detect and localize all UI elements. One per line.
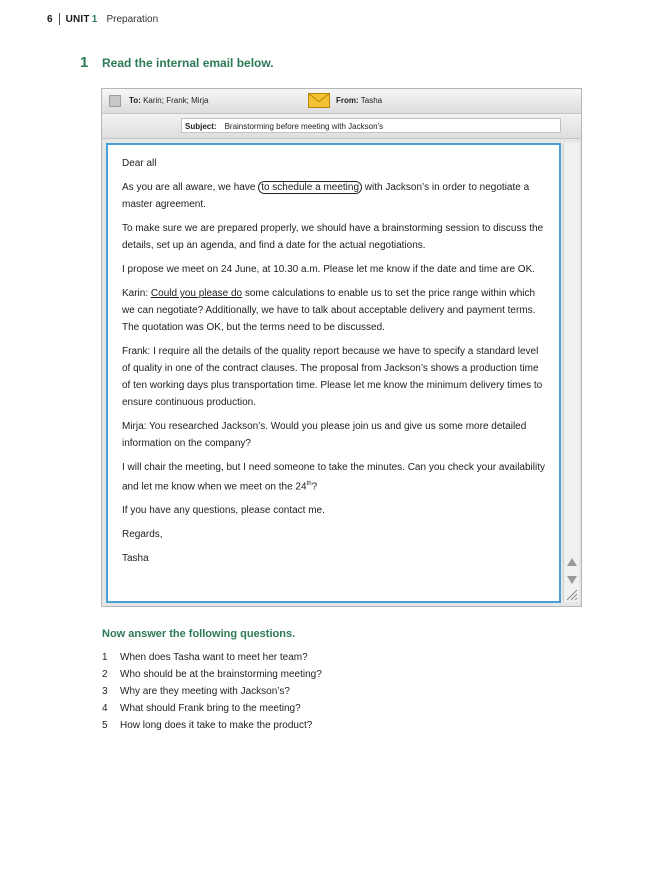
section-heading: Read the internal email below. bbox=[102, 56, 274, 70]
envelope-icon bbox=[308, 93, 330, 108]
email-paragraph bbox=[122, 459, 548, 495]
unit-title: Preparation bbox=[106, 13, 159, 25]
resize-grip-icon[interactable] bbox=[565, 588, 578, 601]
email-paragraph: Frank: I require all the details of the quality report because we have to specify a standard level of quality in one of the contract clauses. The proposal from Jackson’s shows a production time of ten working days plus transportation time. Please let me know the minimum delivery times to ensure continuous production. bbox=[122, 346, 543, 408]
checkbox-icon[interactable] bbox=[109, 95, 121, 107]
question-number: 5 bbox=[102, 720, 108, 731]
email-paragraph: To make sure we are prepared properly, we should have a brainstorming session to discuss the details, set up an agenda, and find a date for the actual negotiations. bbox=[122, 223, 544, 251]
scroll-up-icon[interactable] bbox=[566, 556, 577, 567]
question-item bbox=[102, 669, 322, 686]
email-subject-row bbox=[102, 114, 581, 139]
unit-number: 1 bbox=[91, 13, 98, 25]
to-field[interactable] bbox=[129, 96, 208, 105]
underlined-phrase: Could you please do bbox=[150, 288, 243, 299]
from-label: From: bbox=[336, 96, 359, 105]
email-paragraph: I propose we meet on 24 June, at 10.30 a.m. Please let me know if the date and time are OK. bbox=[122, 264, 536, 275]
email-body[interactable] bbox=[106, 143, 561, 603]
question-item bbox=[102, 703, 322, 720]
questions-heading: Now answer the following questions. bbox=[102, 628, 296, 640]
email-window bbox=[101, 88, 582, 607]
subject-label: Subject: bbox=[185, 122, 217, 131]
email-text bbox=[122, 155, 548, 574]
question-text: When does Tasha want to meet her team? bbox=[120, 652, 308, 663]
question-item bbox=[102, 652, 322, 669]
email-paragraph bbox=[122, 179, 548, 213]
email-text-run: with Jackson’s in order to negotiate a master agreement. bbox=[122, 182, 530, 210]
question-item bbox=[102, 686, 322, 703]
email-paragraph: Mirja: You researched Jackson’s. Would you please join us and give us some more detailed information on the company? bbox=[122, 421, 527, 449]
from-field bbox=[336, 96, 382, 105]
superscript: th bbox=[306, 481, 312, 487]
question-text: What should Frank bring to the meeting? bbox=[120, 703, 301, 714]
email-header-row bbox=[102, 89, 581, 114]
to-label: To: bbox=[129, 96, 141, 105]
question-text: How long does it take to make the product? bbox=[120, 720, 313, 731]
circled-phrase: to schedule a meeting bbox=[258, 181, 362, 194]
scroll-down-icon[interactable] bbox=[566, 574, 577, 585]
from-value: Tasha bbox=[360, 96, 383, 105]
question-text: Who should be at the brainstorming meeting? bbox=[120, 669, 322, 680]
to-value: Karin; Frank; Mirja bbox=[143, 96, 209, 105]
unit-label bbox=[66, 14, 98, 25]
question-number: 1 bbox=[102, 652, 108, 663]
email-paragraph: If you have any questions, please contact me. bbox=[122, 505, 325, 517]
email-text-run: As you are all aware, we have bbox=[122, 182, 259, 193]
running-head bbox=[47, 13, 158, 25]
question-number: 4 bbox=[102, 703, 108, 714]
email-greeting: Dear all bbox=[122, 158, 157, 169]
question-number: 3 bbox=[102, 686, 108, 697]
running-head-divider bbox=[59, 13, 60, 25]
email-paragraph bbox=[122, 285, 548, 336]
subject-field[interactable] bbox=[181, 118, 561, 133]
email-text-run: Karin: bbox=[122, 288, 151, 299]
email-signature: Tasha bbox=[122, 553, 149, 565]
page-number: 6 bbox=[47, 13, 53, 25]
unit-label-text: UNIT bbox=[65, 13, 90, 25]
subject-value: Brainstorming before meeting with Jackson’s bbox=[224, 122, 384, 131]
email-closing: Regards, bbox=[122, 529, 163, 541]
questions-list bbox=[102, 652, 322, 737]
question-number: 2 bbox=[102, 669, 108, 680]
question-item bbox=[102, 720, 322, 737]
email-text-run: I will chair the meeting, but I need someone to take the minutes. Can you check your availability and let me know when we meet on the 24 bbox=[122, 462, 546, 493]
question-text: Why are they meeting with Jackson’s? bbox=[120, 686, 290, 697]
email-text-run: ? bbox=[311, 481, 318, 493]
scrollbar[interactable] bbox=[563, 143, 579, 602]
email-text-run: some calculations to enable us to set the price range within which we can negotiate? Additionally, we have to talk about acceptable delivery and payment terms. The quotation was OK, but the terms need to be discussed. bbox=[122, 288, 536, 333]
section-number: 1 bbox=[80, 54, 89, 71]
